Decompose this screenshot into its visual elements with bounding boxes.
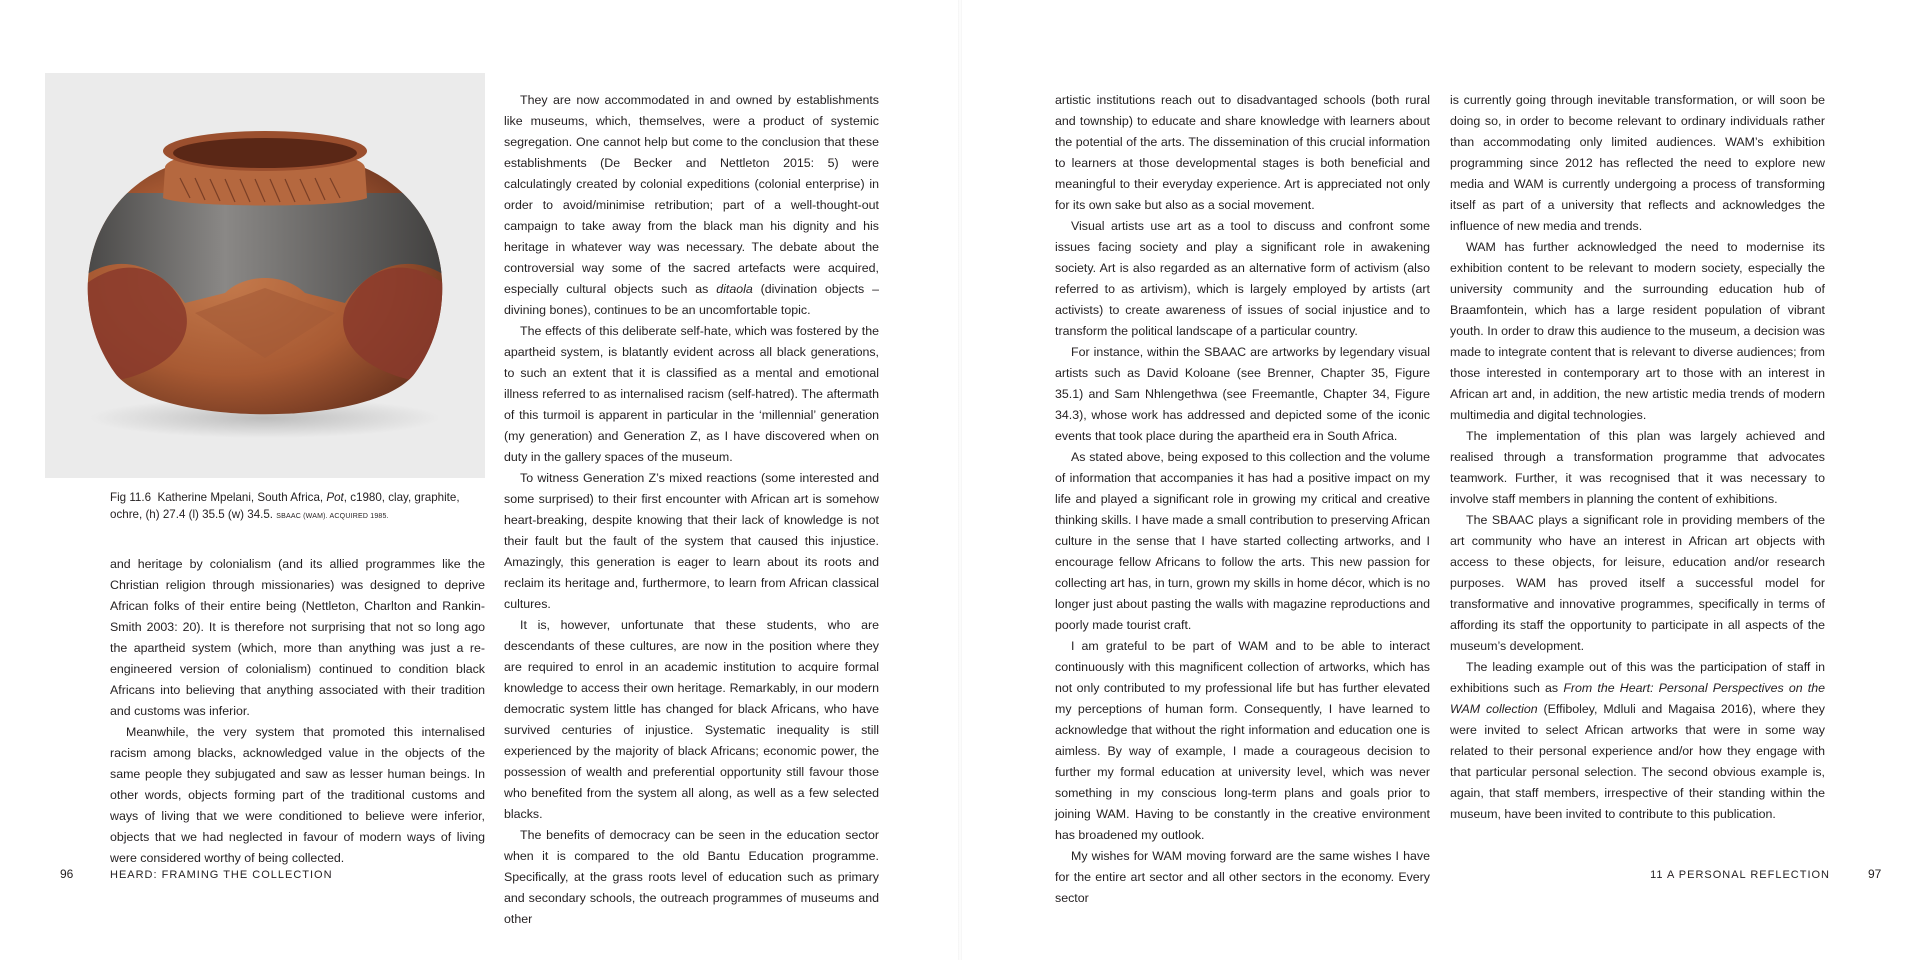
paragraph: It is, however, unfortunate that these students, who are descendants of these cultures, are now in the position where they are required to enrol in an academic institution to acquire formal knowledge to access their own heritage. Remarkably, in our modern democratic system little has changed for black Africans, who have survived centuries of injustice. Systematic inequality is still experienced by the majority of black Africans; economic power, the possession of wealth and preferential opportunity still favour those who benefited from the system all along, as well as a few selected blacks. (504, 618, 879, 821)
figure-label: Fig 11.6 (110, 491, 152, 504)
paragraph: Visual artists use art as a tool to discuss and confront some issues facing society and play a significant role in awakening society. Art is also regarded as an alternative form of activism (also referred to as artivism), which is largely employed by artists (art activists) to create awareness of issues of social injustice and to transform the political landscape of a particular country. (1055, 219, 1430, 338)
paragraph: My wishes for WAM moving forward are the same wishes I have for the entire art sector and all other sectors in the economy. Every sector (1055, 849, 1430, 905)
paragraph: For instance, within the SBAAC are artworks by legendary visual artists such as David Koloane (see Brenner, Chapter 35, Figure 35.1) and Sam Nhlengethwa (see Freemantle, Chapter 34, Figure 34.3), whose work has addressed and depicted some of the iconic events that took place during the apartheid era in South Africa. (1055, 345, 1430, 443)
running-head-right: 11 A PERSONAL REFLECTION (1650, 869, 1830, 881)
paragraph: and heritage by colonialism (and its allied programmes like the Christian religion through missionaries) was designed to deprive African folks of their entire being (Nettleton, Charlton and Rankin-Smith 2003: 20). It is therefore not surprising that not so long ago the apartheid system (which, more than anything was just a re-engineered version of colonialism) continued to condition black Africans into believing that anything associated with their tradition and customs was inferior. (110, 557, 485, 718)
caption-rest: , c1980, clay, graphite, ochre, (h) 27.4 (l) 35.5 (w) 34.5. (110, 491, 460, 521)
paragraph: The SBAAC plays a significant role in providing members of the art community who have an interest in African art objects with access to these objects, for leisure, education and/or research purposes. WAM has proved itself a successful model for transformative and innovative programmes, specifically in terms of affording its staff the opportunity to participate in all aspects of the museum’s development. (1450, 513, 1825, 653)
italic-term: ditaola (716, 282, 753, 296)
figure-pot-image (45, 73, 485, 478)
paragraph: artistic institutions reach out to disadvantaged schools (both rural and township) to educate and share knowledge with learners about the potential of the arts. The dissemination of this crucial information to learners at those developmental stages is both beneficial and meaningful to their everyday experience. Art is appreciated not only for its own sake but also as a social movement. (1055, 93, 1430, 212)
book-gutter (958, 0, 962, 960)
page-number-right: 97 (1868, 867, 1882, 881)
clay-pot-illustration (45, 73, 485, 478)
paragraph (504, 90, 879, 321)
left-column-2 (504, 90, 879, 930)
left-column-1 (110, 554, 485, 869)
paragraph-text: They are now accommodated in and owned by establishments like museums, which, themselves, were a product of systemic segregation. One cannot help but come to the conclusion that these establishments (De Becker and Nettleton 2015: 5) were calculatingly created by colonial expeditions (colonial enterprise) in order to avoid/minimise retribution; part of a well-thought-out campaign to take away from the black man his dignity and his heritage in whatever way was necessary. The debate about the controversial way some of the sacred artefacts were acquired, especially cultural objects such as (504, 93, 879, 296)
paragraph-text: (divination objects – divining bones), continues to be an uncomfortable topic. (504, 282, 879, 317)
paragraph: As stated above, being exposed to this collection and the volume of information that accompanies it has had a positive impact on my life and played a significant role in growing my critical and creative thinking skills. I have made a small contribution to preserving African culture in the sense that I have started collecting artworks, and I encourage fellow Africans to follow the arts. This new passion for collecting art has, in turn, grown my skills in home décor, which is no longer just about pasting the walls with magazine reproductions and poorly made tourist craft. (1055, 450, 1430, 632)
paragraph: To witness Generation Z’s mixed reactions (some interested and some surprised) to their first encounter with African art is somehow heart-breaking, despite knowing that their lack of knowledge is not their fault but the fault of the system that caused this injustice. Amazingly, this generation is eager to learn about its roots and reclaim its heritage and, furthermore, to learn from African classical cultures. (504, 471, 879, 611)
paragraph: The implementation of this plan was largely achieved and realised through a transformation programme that advocates teamwork. Further, it was recognised that it was necessary to involve staff members in planning the content of exhibitions. (1450, 429, 1825, 506)
paragraph: The benefits of democracy can be seen in the education sector when it is compared to the old Bantu Education programme. Specifically, at the grass roots level of education such as primary and secondary schools, the outreach programmes of museums and other (504, 828, 879, 926)
caption-credit: SBAAC (WAM). ACQUIRED 1985. (276, 513, 389, 520)
caption-title: Pot (326, 491, 344, 504)
pot-opening (173, 138, 357, 168)
paragraph: Meanwhile, the very system that promoted this internalised racism among blacks, acknowledged value in the objects of the same people they subjugated and saw as lesser human beings. In other words, objects forming part of the traditional customs and ways of living that we were conditioned to believe were inferior, objects that we had neglected in favour of modern ways of living were considered worthy of being collected. (110, 725, 485, 865)
paragraph-text: (Effiboley, Mdluli and Magaisa 2016), where they were invited to select African artworks that were in some way related to their personal experience and/or how they engage with that particular personal selection. The second obvious example is, again, that staff members, irrespective of their standing within the museum, have been invited to contribute to this publication. (1450, 702, 1825, 821)
paragraph-text: The leading example out of this was the participation of staff in exhibitions such as (1450, 660, 1825, 695)
paragraph: is currently going through inevitable transformation, or will soon be doing so, in order to become relevant to ordinary individuals rather than accommodating only limited audiences. WAM’s exhibition programming since 2012 has reflected the need to explore new media and WAM is currently undergoing a process of transforming itself as part of a university that reflects and acknowledges the influence of new media and trends. (1450, 93, 1825, 233)
right-column-2 (1450, 90, 1825, 825)
paragraph (1450, 657, 1825, 825)
paragraph: The effects of this deliberate self-hate, which was fostered by the apartheid system, is blatantly evident across all black generations, to such an extent that it is classified as a mental and emotional illness referred to as internalised racism (self-hatred). The aftermath of this turmoil is apparent in particular in the ‘millennial’ generation (my generation) and Generation Z, as I have discovered when on duty in the gallery spaces of the museum. (504, 324, 879, 464)
right-column-1 (1055, 90, 1430, 909)
paragraph: I am grateful to be part of WAM and to be able to interact continuously with this magnificent collection of artworks, which has not only contributed to my professional life but has further elevated my perceptions of human form. Consequently, I have learned to acknowledge that without the right information and education one is aimless. By way of example, I made a courageous decision to further my formal education at university level, which was never something in my conscious long-term plans and goals prior to joining WAM. Having to be constantly in the creative environment has broadened my outlook. (1055, 639, 1430, 842)
page-number-left: 96 (60, 867, 74, 881)
paragraph: WAM has further acknowledged the need to modernise its exhibition content to be relevant to modern society, especially the university community and the surrounding education hub of Braamfontein, which has a large resident population of vibrant youth. In order to draw this audience to the museum, a decision was made to integrate content that is relevant to diverse audiences; from those interested in contemporary art to those with an interest in African art and, in addition, the new artistic media trends of modern multimedia and digital technologies. (1450, 240, 1825, 422)
running-head-left: HEARD: FRAMING THE COLLECTION (110, 869, 333, 881)
italic-title: From the Heart: Personal Perspectives on the WAM collection (1450, 681, 1825, 716)
figure-caption (110, 489, 480, 525)
caption-main: Katherine Mpelani, South Africa, (157, 491, 324, 504)
